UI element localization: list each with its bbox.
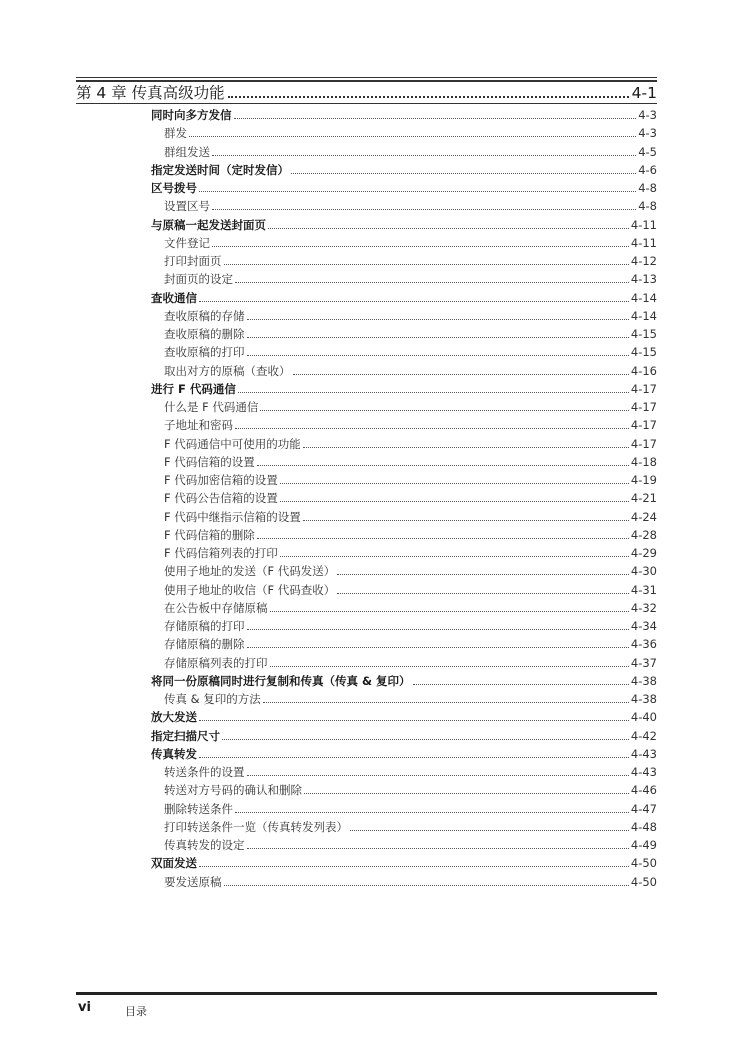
toc-page: 4-21	[630, 491, 657, 506]
toc-subsection[interactable]	[164, 234, 657, 250]
toc-title: 放大发送	[151, 710, 197, 725]
toc-page: 4-3	[638, 108, 657, 122]
toc-title: 群组发送	[164, 144, 210, 159]
toc-subsection[interactable]	[164, 544, 657, 560]
dot-leader	[337, 574, 629, 575]
toc-subsection[interactable]	[164, 836, 657, 852]
toc-section[interactable]	[151, 854, 657, 870]
dot-leader	[212, 209, 636, 210]
toc-subsection[interactable]	[164, 362, 657, 378]
toc-title: 群发	[164, 126, 187, 141]
toc-page: 4-34	[630, 619, 657, 633]
toc-title: 设置区号	[164, 199, 210, 214]
toc-title: 什么是 F 代码通信	[164, 400, 259, 414]
toc-title: 存储原稿的删除	[164, 637, 245, 652]
toc-subsection[interactable]	[164, 635, 657, 651]
toc-page: 4-38	[630, 673, 657, 688]
toc-page: 4-14	[630, 308, 657, 323]
toc-title: F 代码中继指示信箱的设置	[164, 509, 301, 524]
toc-title: 传真转发的设定	[164, 838, 245, 852]
toc-subsection[interactable]	[164, 252, 657, 268]
top-rule	[76, 77, 657, 78]
toc-section[interactable]	[151, 216, 657, 232]
toc-subsection[interactable]	[164, 581, 657, 597]
toc-page: 4-37	[630, 655, 657, 670]
toc-section[interactable]	[151, 708, 657, 724]
toc-page: 4-48	[630, 819, 657, 834]
toc-title: 将同一份原稿同时进行复制和传真（传真 & 复印）	[151, 673, 411, 688]
toc-subsection[interactable]	[164, 435, 657, 451]
toc-page: 4-30	[630, 564, 657, 579]
toc-title: 要发送原稿	[164, 874, 222, 889]
dot-leader	[270, 666, 629, 667]
dot-leader	[280, 556, 629, 557]
toc-page: 4-47	[630, 801, 657, 816]
dot-leader	[303, 447, 629, 448]
toc-page: 4-8	[638, 199, 657, 214]
toc-page: 4-38	[630, 692, 657, 706]
toc-title: 子地址和密码	[164, 418, 233, 433]
toc-title: 封面页的设定	[164, 272, 233, 287]
toc-page: 4-32	[630, 600, 657, 615]
toc-title: 指定扫描尺寸	[151, 728, 220, 743]
dot-leader	[247, 337, 629, 338]
dot-leader	[234, 118, 637, 119]
toc-subsection[interactable]	[164, 343, 657, 359]
toc-subsection[interactable]	[164, 617, 657, 633]
toc-title: F 代码信箱的删除	[164, 527, 255, 542]
dot-leader	[291, 173, 636, 174]
toc-page: 4-17	[630, 436, 657, 451]
toc-title: 双面发送	[151, 856, 197, 871]
toc-title: 在公告板中存储原稿	[164, 600, 268, 615]
toc-subsection[interactable]	[164, 562, 657, 578]
toc-page: 4-5	[638, 144, 657, 159]
toc-title: 指定发送时间（定时发信）	[151, 162, 289, 177]
dot-leader	[238, 392, 629, 393]
chapter-heading[interactable]	[76, 82, 657, 102]
dot-leader	[247, 355, 629, 356]
dot-leader	[224, 264, 629, 265]
dot-leader	[280, 483, 629, 484]
toc-page: 4-15	[630, 327, 657, 341]
toc-title: F 代码信箱的设置	[164, 454, 255, 469]
dot-leader	[304, 793, 629, 794]
toc-title: 查收原稿的存储	[164, 308, 245, 323]
toc-subsection[interactable]	[164, 453, 657, 469]
dot-leader	[337, 593, 629, 594]
toc-title: 取出对方的原稿（查收）	[164, 363, 291, 378]
toc-title: 查收通信	[151, 290, 197, 305]
toc-page: 4-15	[630, 345, 657, 360]
dot-leader	[199, 757, 629, 758]
toc-subsection[interactable]	[164, 690, 657, 706]
toc-subsection[interactable]	[164, 599, 657, 615]
dot-leader	[189, 136, 636, 137]
toc-page: 4-3	[638, 126, 657, 141]
toc-title: 使用子地址的发送（F 代码发送）	[164, 564, 336, 579]
toc-page: 4-29	[630, 546, 657, 560]
toc-page: 4-19	[630, 473, 657, 487]
toc-page: 4-18	[630, 454, 657, 469]
toc-subsection[interactable]	[164, 781, 657, 797]
footer-rule	[76, 992, 657, 995]
dot-leader	[199, 191, 636, 192]
dot-leader	[224, 885, 629, 886]
toc-title: 同时向多方发信	[151, 108, 232, 122]
toc-subsection[interactable]	[164, 143, 657, 159]
dot-leader	[268, 228, 629, 229]
toc-title: 文件登记	[164, 235, 210, 250]
toc-page: 4-46	[630, 783, 657, 798]
toc-title: 存储原稿列表的打印	[164, 655, 268, 670]
dot-leader	[303, 520, 629, 521]
toc-title: 查收原稿的删除	[164, 327, 245, 341]
toc-subsection[interactable]	[164, 489, 657, 505]
dot-leader	[212, 246, 629, 247]
toc-subsection[interactable]	[164, 307, 657, 323]
dot-leader	[199, 720, 629, 721]
toc-subsection[interactable]	[164, 763, 657, 779]
toc-section[interactable]	[151, 727, 657, 743]
toc-page: 4-8	[638, 181, 657, 195]
toc-page: 4-43	[630, 746, 657, 761]
dot-leader	[263, 702, 629, 703]
toc-page: 4-50	[630, 856, 657, 871]
toc-section[interactable]	[151, 161, 657, 177]
toc-section[interactable]	[151, 745, 657, 761]
toc-subsection[interactable]	[164, 818, 657, 834]
footer-label: 目录	[125, 1005, 147, 1018]
toc-subsection[interactable]	[164, 124, 657, 140]
toc-page: 4-36	[630, 637, 657, 652]
toc-page: 4-43	[630, 765, 657, 779]
toc-page: 4-49	[630, 838, 657, 852]
toc-subsection[interactable]	[164, 471, 657, 487]
dot-leader	[247, 848, 629, 849]
toc-title: 进行 F 代码通信	[151, 381, 236, 396]
toc-section[interactable]	[151, 106, 657, 122]
chapter-rule	[76, 103, 657, 104]
toc-subsection[interactable]	[164, 270, 657, 286]
toc-page: 4-42	[630, 728, 657, 743]
toc-title: 传真转发	[151, 746, 197, 761]
dot-leader	[235, 812, 629, 813]
toc-page: 4-11	[630, 217, 657, 232]
toc-title: F 代码信箱列表的打印	[164, 546, 278, 560]
dot-leader	[270, 611, 629, 612]
toc-page: 4-17	[630, 400, 657, 414]
dot-leader	[235, 282, 629, 283]
dot-leader	[257, 538, 629, 539]
footer-page-number: vi	[78, 1000, 91, 1015]
toc-title: 转送条件的设置	[164, 765, 245, 779]
toc-page: 4-12	[630, 254, 657, 268]
dot-leader	[247, 629, 629, 630]
toc-title: 转送对方号码的确认和删除	[164, 783, 302, 798]
toc-title: 存储原稿的打印	[164, 619, 245, 633]
dot-leader	[247, 775, 629, 776]
toc-subsection[interactable]	[164, 325, 657, 341]
toc-subsection[interactable]	[164, 873, 657, 889]
chapter-title: 第 4 章 传真高级功能	[76, 84, 225, 102]
dot-leader	[199, 301, 629, 302]
toc-page: 4-50	[630, 874, 657, 889]
toc-page: 4-40	[630, 710, 657, 725]
dot-leader	[413, 684, 629, 685]
toc-title: 区号拨号	[151, 181, 197, 195]
toc-page: 4-14	[630, 290, 657, 305]
dot-leader	[212, 155, 636, 156]
toc-title: 与原稿一起发送封面页	[151, 217, 266, 232]
dot-leader	[257, 465, 629, 466]
toc-subsection[interactable]	[164, 526, 657, 542]
toc-subsection[interactable]	[164, 654, 657, 670]
toc-title: 使用子地址的收信（F 代码查收）	[164, 582, 336, 597]
toc-page: 4-17	[630, 381, 657, 396]
toc-page: 4-6	[638, 162, 657, 177]
dot-leader	[260, 410, 628, 411]
toc-page: 4-17	[630, 418, 657, 433]
dot-leader	[228, 96, 629, 98]
toc-subsection[interactable]	[164, 398, 657, 414]
toc-section[interactable]	[151, 672, 657, 688]
toc-title: 查收原稿的打印	[164, 345, 245, 360]
toc-page: 4-13	[630, 272, 657, 287]
toc-section[interactable]	[151, 380, 657, 396]
toc-page: 4-24	[630, 509, 657, 524]
toc-title: F 代码加密信箱的设置	[164, 473, 278, 487]
dot-leader	[222, 739, 629, 740]
toc-page: 4-11	[630, 235, 657, 250]
toc-title: 传真 & 复印的方法	[164, 692, 261, 706]
dot-leader	[280, 501, 629, 502]
dot-leader	[199, 866, 629, 867]
toc-title: F 代码公告信箱的设置	[164, 491, 278, 506]
toc-section[interactable]	[151, 179, 657, 195]
toc-page: 4-16	[630, 363, 657, 378]
dot-leader	[293, 374, 629, 375]
toc-title: 删除转送条件	[164, 801, 233, 816]
toc-title: 打印封面页	[164, 254, 222, 268]
toc-title: 打印转送条件一览（传真转发列表）	[164, 819, 348, 834]
chapter-page: 4-1	[631, 84, 657, 102]
toc-page: 4-28	[630, 527, 657, 542]
dot-leader	[235, 428, 629, 429]
toc-page: 4-31	[630, 582, 657, 597]
toc-title: F 代码通信中可使用的功能	[164, 436, 301, 451]
dot-leader	[247, 647, 629, 648]
dot-leader	[247, 319, 629, 320]
toc-subsection[interactable]	[164, 416, 657, 432]
toc-subsection[interactable]	[164, 197, 657, 213]
dot-leader	[350, 830, 629, 831]
toc-subsection[interactable]	[164, 800, 657, 816]
toc-section[interactable]	[151, 289, 657, 305]
toc-subsection[interactable]	[164, 508, 657, 524]
